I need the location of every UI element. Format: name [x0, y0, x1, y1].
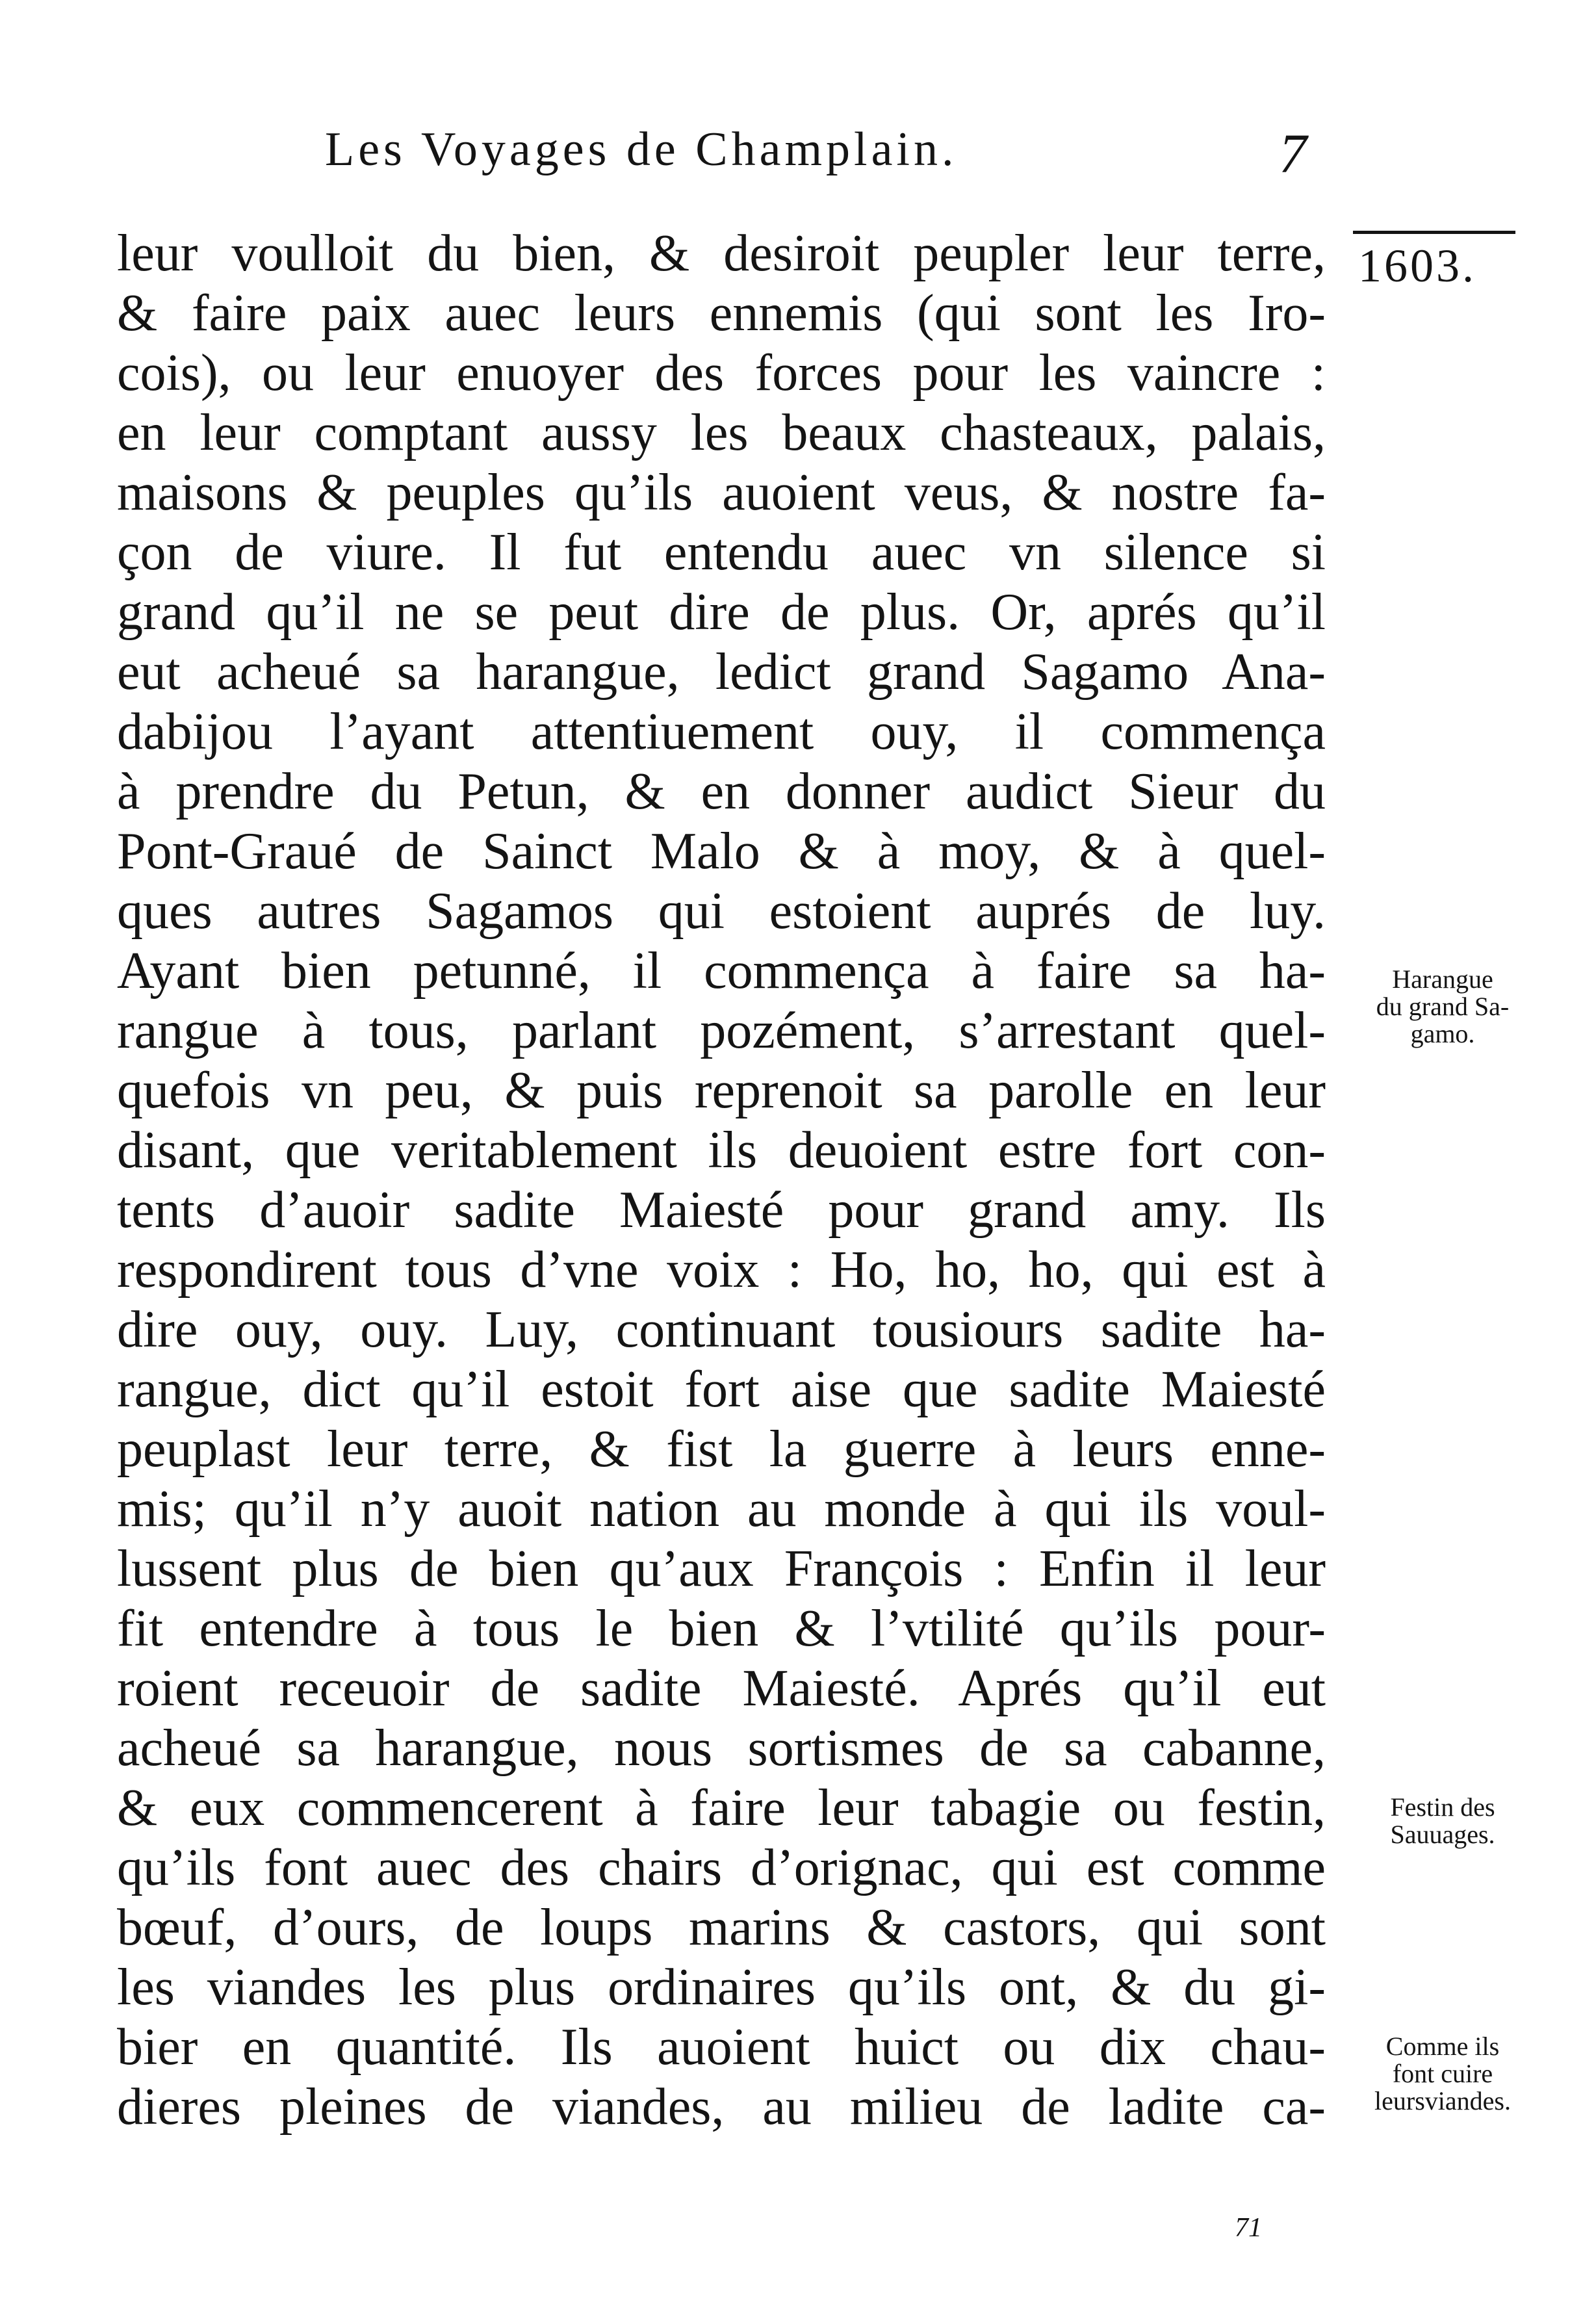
margin-note-line: du grand Sa- [1376, 992, 1510, 1021]
text-line: fit entendre à tous le bien & l’vtilité qu’ils pour- [117, 1600, 1326, 1657]
margin-note-line: Festin des [1390, 1792, 1495, 1822]
text-line: & eux commencerent à faire leur tabagie ou festin, [117, 1779, 1326, 1837]
text-line: respondirent tous d’vne voix : Ho, ho, ho, qui est à [117, 1241, 1326, 1299]
running-title: Les Voyages de Champlain. [325, 123, 958, 176]
text-line: dabijou l’ayant attentiuement ouy, il commença [117, 703, 1326, 760]
text-line: cois), ou leur enuoyer des forces pour les vaincre : [117, 344, 1326, 402]
text-line: acheué sa harangue, nous sortismes de sa cabanne, [117, 1720, 1326, 1777]
year-rule [1353, 231, 1515, 234]
text-line: rangue, dict qu’il estoit fort aise que sadite Maiesté [117, 1361, 1326, 1418]
text-line: qu’ils font auec des chairs d’orignac, qui est comme [117, 1839, 1326, 1896]
margin-note-festin [1345, 1794, 1540, 1848]
text-line: peuplast leur terre, & fist la guerre à leurs enne- [117, 1421, 1326, 1478]
body-text [117, 224, 1326, 2137]
text-line: en leur comptant aussy les beaux chasteaux, palais, [117, 404, 1326, 461]
text-line: ques autres Sagamos qui estoient auprés de luy. [117, 883, 1326, 940]
margin-note-harangue [1345, 966, 1540, 1048]
text-line: mis; qu’il n’y auoit nation au monde à qui ils voul- [117, 1480, 1326, 1538]
margin-note-line: Sauuages. [1390, 1820, 1495, 1849]
text-line: roient receuoir de sadite Maiesté. Aprés qu’il eut [117, 1660, 1326, 1717]
margin-note-line: Comme ils [1385, 2032, 1500, 2061]
text-line: Pont-Graué de Sainct Malo & à moy, & à quel- [117, 823, 1326, 880]
margin-note-cuisson [1345, 2033, 1540, 2115]
margin-note-line: gamo. [1410, 1019, 1475, 1048]
text-line: rangue à tous, parlant pozément, s’arrestant quel- [117, 1002, 1326, 1059]
margin-note-line: font cuire [1392, 2059, 1493, 2088]
text-line: lussent plus de bien qu’aux François : Enfin il leur [117, 1540, 1326, 1597]
margin-note-line: leursviandes. [1374, 2086, 1511, 2115]
text-line: à prendre du Petun, & en donner audict Sieur du [117, 763, 1326, 820]
text-line: çon de viure. Il fut entendu auec vn silence si [117, 524, 1326, 581]
text-line: grand qu’il ne se peut dire de plus. Or, aprés qu’il [117, 584, 1326, 641]
text-line: maisons & peuples qu’ils auoient veus, & nostre fa- [117, 464, 1326, 521]
text-line: quefois vn peu, & puis reprenoit sa parolle en leur [117, 1062, 1326, 1119]
signature-mark: 71 [1235, 2213, 1262, 2243]
text-line: eut acheué sa harangue, ledict grand Sagamo Ana- [117, 643, 1326, 701]
text-line: & faire paix auec leurs ennemis (qui sont les Iro- [117, 285, 1326, 342]
text-line: disant, que veritablement ils deuoient estre fort con- [117, 1122, 1326, 1179]
text-line: Ayant bien petunné, il commença à faire sa ha- [117, 942, 1326, 1000]
text-line: bier en quantité. Ils auoient huict ou dix chau- [117, 2019, 1326, 2076]
margin-note-line: Harangue [1392, 964, 1493, 994]
text-line: les viandes les plus ordinaires qu’ils ont, & du gi- [117, 1959, 1326, 2016]
text-line: dire ouy, ouy. Luy, continuant tousiours sadite ha- [117, 1301, 1326, 1358]
text-line: bœuf, d’ours, de loups marins & castors, qui sont [117, 1899, 1326, 1956]
text-line: dieres pleines de viandes, au milieu de ladite ca- [117, 2078, 1326, 2136]
page-number: 7 [1279, 122, 1307, 185]
text-line: tents d’auoir sadite Maiesté pour grand amy. Ils [117, 1182, 1326, 1239]
margin-year: 1603. [1358, 240, 1476, 292]
text-line: leur voulloit du bien, & desiroit peupler leur terre, [117, 225, 1326, 282]
